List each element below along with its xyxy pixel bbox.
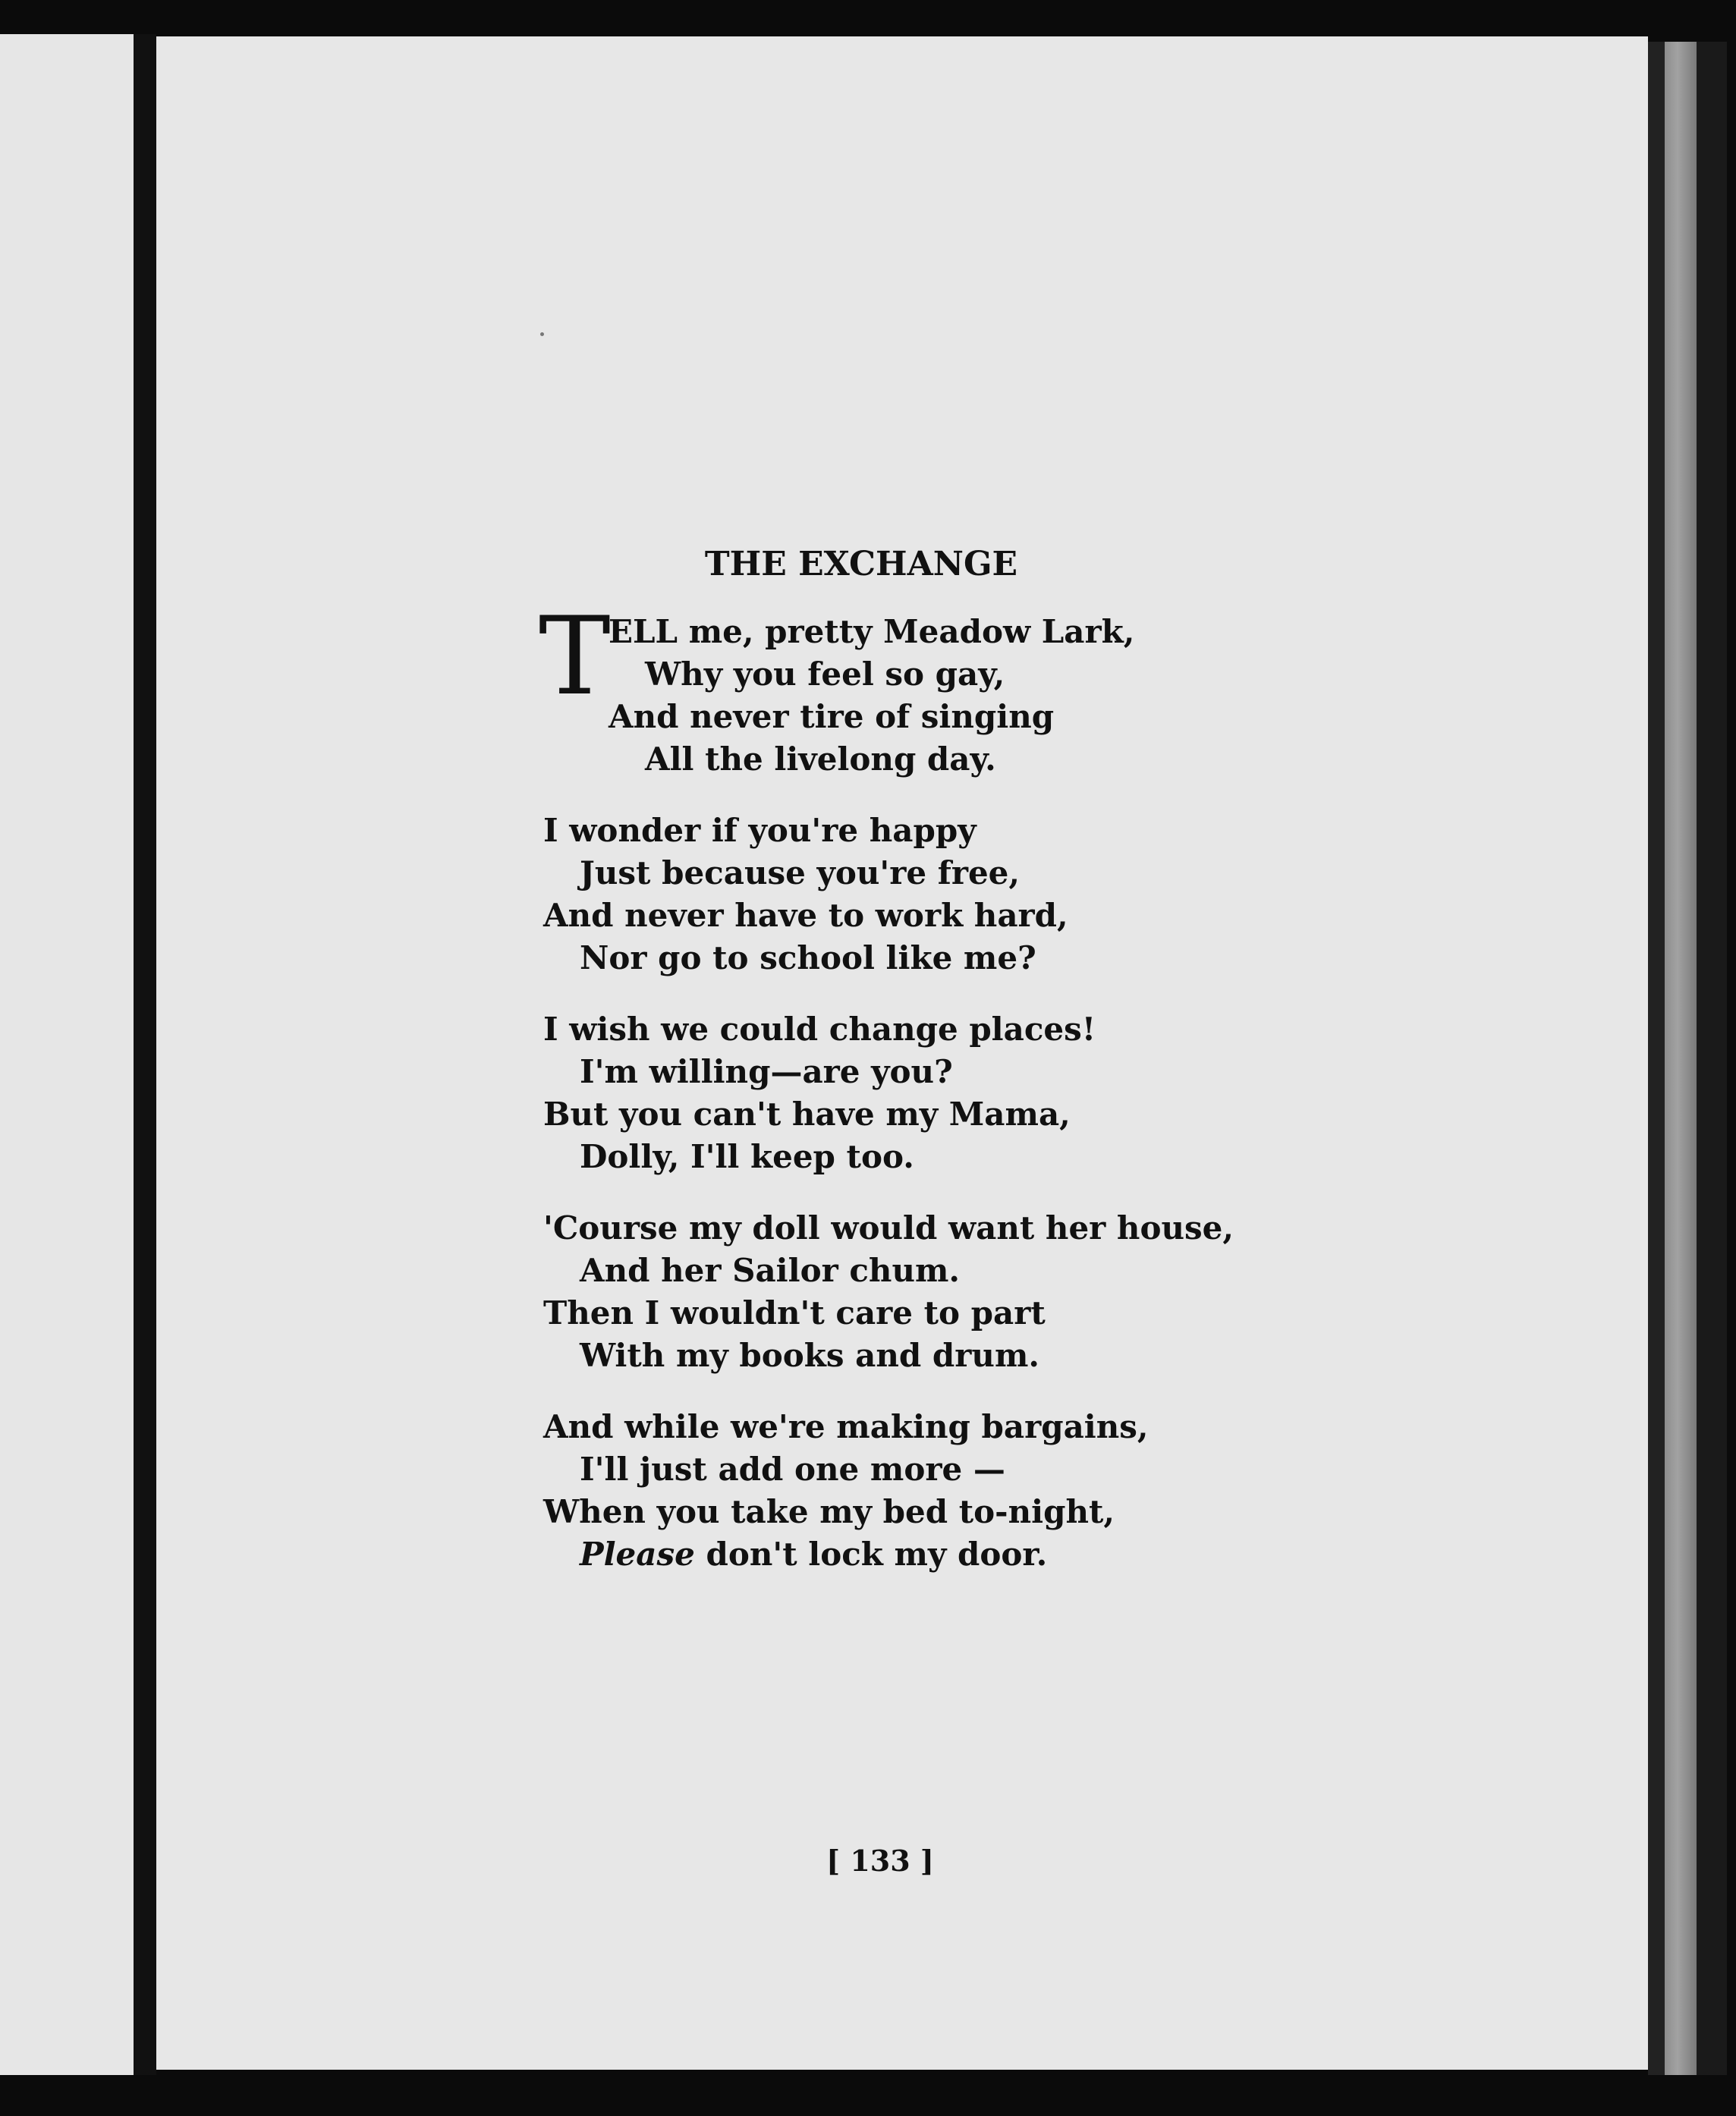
poem-line: Why you feel so gay, [645,656,1005,693]
book-edge [1665,42,1697,2075]
poem-line: And her Sailor chum. [580,1252,961,1289]
poem-line: I'll just add one more — [580,1451,1005,1488]
stanza-1 [539,594,1454,781]
poem-line: Dolly, I'll keep too. [580,1138,914,1175]
poem-line-tail: don't lock my door. [694,1536,1048,1573]
poem-line: When you take my bed to-night, [543,1493,1115,1530]
poem-line: And while we're making bargains, [543,1408,1149,1445]
page-edge [1648,42,1665,2075]
poem-line: And never tire of singing [609,698,1055,735]
poem-line: ELL me, pretty Meadow Lark, [609,613,1135,650]
paper-speck [540,332,544,336]
book-edge-shadow [1697,42,1727,2075]
stanza-5 [543,1406,1454,1576]
page-number: [ 133 ] [826,1844,934,1878]
book-gutter [134,34,156,2083]
stanza-2 [543,810,1454,979]
poem-line: And never have to work hard, [543,897,1068,934]
poem-line: All the livelong day. [645,740,996,778]
emphasized-word: Please [580,1536,695,1573]
scan-bottom-border [0,2075,1736,2116]
poem-line: Then I wouldn't care to part [543,1294,1046,1332]
poem-line: 'Course my doll would want her house, [543,1209,1234,1247]
poem-line: I'm willing—are you? [580,1053,953,1090]
drop-cap: T [539,594,611,719]
stanza-3 [543,1008,1454,1178]
poem-body [539,594,1454,1605]
poem-line: Just because you're free, [580,854,1021,891]
poem-title: THE EXCHANGE [704,545,1018,583]
facing-page [0,34,134,2075]
poem-line: With my books and drum. [580,1337,1040,1374]
poem-line: I wish we could change places! [543,1011,1096,1048]
poem-line: Nor go to school like me? [580,939,1036,976]
stanza-4 [543,1207,1454,1377]
poem-line: But you can't have my Mama, [543,1096,1071,1133]
poem-line-final [543,1533,1454,1576]
poem-line: I wonder if you're happy [543,812,976,849]
